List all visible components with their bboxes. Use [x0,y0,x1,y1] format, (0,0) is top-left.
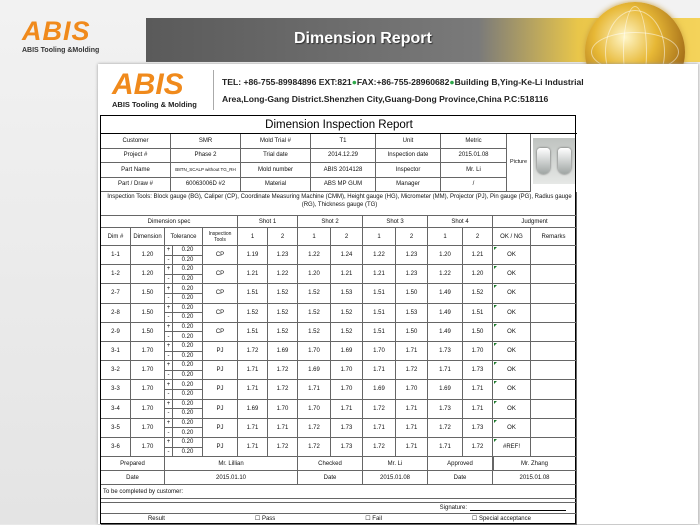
part-photo-left [537,148,550,174]
row-remarks [531,304,577,323]
tol-plus-sign: + [165,265,173,275]
shot-value: 1.71 [396,438,428,457]
shot-value: 1.51 [238,323,268,342]
checked-label: Checked [298,457,363,471]
shot-value: 1.72 [298,438,331,457]
shot-value: 1.70 [396,380,428,399]
shot-value: 1.21 [463,246,493,265]
header-ok: OK / NG [493,228,531,246]
tol-plus-value: 0.20 [173,361,203,371]
row-dimension: 1.70 [131,380,165,399]
shot-value: 1.20 [298,265,331,284]
prepared-name: Mr. Lillian [165,457,298,471]
header-remarks: Remarks [531,228,577,246]
inspection-report-table [100,115,576,524]
row-tool: PJ [203,400,238,419]
shot-value: 1.21 [363,265,396,284]
row-judgment: OK [493,265,531,284]
tol-plus-value: 0.20 [173,419,203,429]
tol-minus-value: 0.20 [173,371,203,381]
tol-minus-sign: - [165,390,173,400]
tol-plus-sign: + [165,361,173,371]
row-dim-number: 1-2 [101,265,131,284]
shot-value: 1.50 [396,284,428,303]
tol-plus-value: 0.20 [173,438,203,448]
info-label: Material [241,178,311,193]
part-photo [533,138,575,184]
shot-value: 1.49 [428,304,463,323]
info-label: Part / Draw # [101,178,171,193]
tol-plus-sign: + [165,304,173,314]
signature-row [101,503,577,514]
row-dim-number: 1-1 [101,246,131,265]
tol-plus-value: 0.20 [173,323,203,333]
pass-checkbox-icon: ☐ [254,516,261,522]
header-s1: 1 [363,228,396,246]
shot-value: 1.71 [463,380,493,399]
info-label: Mold Trial # [241,134,311,149]
shot-value: 1.69 [363,380,396,399]
info-value: 60063006D #2 [171,178,241,193]
special-checkbox-icon: ☐ [471,516,478,522]
shot-value: 1.49 [428,323,463,342]
shot-value: 1.69 [331,342,363,361]
row-dimension: 1.70 [131,400,165,419]
shot-value: 1.71 [331,400,363,419]
tol-plus-value: 0.20 [173,304,203,314]
row-dimension: 1.50 [131,304,165,323]
row-judgment: OK [493,361,531,380]
shot-value: 1.71 [363,419,396,438]
tol-minus-sign: - [165,256,173,266]
shot-value: 1.72 [363,438,396,457]
tol-plus-value: 0.20 [173,246,203,256]
fail-checkbox-icon: ☐ [365,516,371,522]
info-label: Customer [101,134,171,149]
row-dimension: 1.50 [131,284,165,303]
tol-minus-value: 0.20 [173,332,203,342]
row-dim-number: 2-7 [101,284,131,303]
page-title: Dimension Report [294,30,432,47]
header-tolerance: Tolerance [165,228,203,246]
header-s2: 2 [463,228,493,246]
checked-date: 2015.01.08 [363,471,428,485]
shot-value: 1.70 [331,361,363,380]
info-label: Unit [376,134,441,149]
shot-value: 1.22 [363,246,396,265]
shot-value: 1.71 [396,400,428,419]
tol-plus-sign: + [165,284,173,294]
row-judgment: OK [493,304,531,323]
row-judgment: OK [493,246,531,265]
row-dim-number: 3-3 [101,380,131,399]
row-dimension: 1.70 [131,438,165,457]
shot-value: 1.20 [428,246,463,265]
tol-minus-value: 0.20 [173,390,203,400]
header-s1: 1 [238,228,268,246]
row-remarks [531,361,577,380]
tol-minus-value: 0.20 [173,313,203,323]
date-label: Date [101,471,165,485]
shot-value: 1.21 [238,265,268,284]
address-fax: FAX:+86-755-28960682 [356,77,450,87]
tol-minus-sign: - [165,332,173,342]
header-dimension: Dimension [131,228,165,246]
shot-value: 1.24 [331,246,363,265]
info-label: Manager [376,178,441,193]
approved-name: Mr. Zhang [493,457,577,471]
info-value: ABIS 2014128 [311,163,376,178]
header-s2: 2 [331,228,363,246]
shot-value: 1.22 [298,246,331,265]
info-value: Mr. Li [441,163,507,178]
address-building: Building B,Ying-Ke-Li Industrial [454,77,584,87]
shot-value: 1.52 [331,323,363,342]
info-value: Phase 2 [171,149,241,164]
tol-minus-sign: - [165,275,173,285]
row-judgment: OK [493,323,531,342]
shot-value: 1.52 [298,284,331,303]
header-s1: 1 [428,228,463,246]
prepared-date: 2015.01.10 [165,471,298,485]
info-value: 2014.12.29 [311,149,376,164]
info-value: / [441,178,507,193]
company-address: TEL: +86-755-89984896 EXT:821●FAX:+86-755-28960682●Building B,Ying-Ke-Li Industrial Area,Long-Gang District.Shenzhen City,Guang-Dong Province,China P.C:518116 [222,77,584,104]
shot-value: 1.21 [331,265,363,284]
tol-minus-sign: - [165,448,173,458]
shot-value: 1.71 [238,380,268,399]
tol-plus-value: 0.20 [173,342,203,352]
shot-value: 1.51 [238,284,268,303]
shot-value: 1.73 [428,400,463,419]
row-tool: CP [203,246,238,265]
row-judgment: OK [493,342,531,361]
approved-label: Approved [428,457,493,471]
picture-label: Picture [507,134,531,192]
tol-minus-sign: - [165,294,173,304]
shot-value: 1.69 [428,380,463,399]
row-tool: PJ [203,438,238,457]
header-shot-4: Shot 4 [428,216,493,228]
row-judgment: OK [493,284,531,303]
document-logo [112,70,202,115]
fail-option[interactable]: ☐ Fail [365,516,382,522]
shot-value: 1.71 [238,419,268,438]
header-dim-no: Dim # [101,228,131,246]
row-judgment: OK [493,419,531,438]
info-label: Inspector [376,163,441,178]
shot-value: 1.22 [428,265,463,284]
shot-value: 1.73 [428,342,463,361]
shot-value: 1.69 [238,400,268,419]
tol-minus-value: 0.20 [173,256,203,266]
address-line2: Area,Long-Gang District.Shenzhen City,Guang-Dong Province,China P.C:518116 [222,94,549,104]
shot-value: 1.70 [463,342,493,361]
shot-value: 1.72 [268,380,298,399]
date-label: Date [298,471,363,485]
tol-plus-value: 0.20 [173,400,203,410]
shot-value: 1.53 [331,284,363,303]
shot-value: 1.73 [463,361,493,380]
tol-plus-sign: + [165,342,173,352]
comment-marker-icon [494,247,497,250]
shot-value: 1.50 [463,323,493,342]
shot-value: 1.53 [396,304,428,323]
tol-minus-value: 0.20 [173,294,203,304]
shot-value: 1.52 [268,323,298,342]
shot-value: 1.50 [396,323,428,342]
shot-value: 1.71 [428,361,463,380]
shot-value: 1.70 [298,342,331,361]
info-value: T1 [311,134,376,149]
shot-value: 1.52 [331,304,363,323]
shot-value: 1.69 [268,342,298,361]
row-dimension: 1.20 [131,265,165,284]
tol-minus-sign: - [165,352,173,362]
row-dim-number: 3-5 [101,419,131,438]
shot-value: 1.71 [238,361,268,380]
comment-marker-icon [494,420,497,423]
shot-value: 1.51 [363,323,396,342]
row-judgment: OK [493,400,531,419]
info-value: 2015.01.08 [441,149,507,164]
logo-mark: ABIS [22,16,91,46]
row-dimension: 1.70 [131,342,165,361]
row-judgment: OK [493,380,531,399]
info-label: Project # [101,149,171,164]
tol-minus-value: 0.20 [173,428,203,438]
row-dimension: 1.70 [131,361,165,380]
tol-plus-sign: + [165,419,173,429]
customer-section-label: To be completed by customer: [101,485,577,499]
header-s2: 2 [396,228,428,246]
tol-minus-value: 0.20 [173,275,203,285]
info-label: Inspection date [376,149,441,164]
shot-value: 1.20 [463,265,493,284]
shot-value: 1.52 [268,304,298,323]
row-dim-number: 3-6 [101,438,131,457]
shot-value: 1.73 [331,419,363,438]
prepared-label: Prepared [101,457,165,471]
header-dimension-spec: Dimension spec [101,216,238,228]
tol-plus-sign: + [165,400,173,410]
row-tool: PJ [203,380,238,399]
shot-value: 1.71 [298,380,331,399]
header-shot-2: Shot 2 [298,216,363,228]
doc-logo-mark: ABIS [112,68,184,101]
shot-value: 1.72 [363,400,396,419]
report-document [98,64,698,524]
logo-subtitle: ABIS Tooling &Molding [22,47,100,54]
date-label: Date [428,471,493,485]
row-tool: CP [203,304,238,323]
row-tool: PJ [203,342,238,361]
doc-logo-subtitle: ABIS Tooling & Molding [112,100,197,109]
shot-value: 1.23 [396,246,428,265]
header-judgment: Judgment [493,216,577,228]
comment-marker-icon [494,343,497,346]
tol-plus-value: 0.20 [173,284,203,294]
signature-label: Signature: [439,505,467,511]
address-tel: TEL: +86-755-89984896 EXT:821 [222,77,352,87]
shot-value: 1.23 [268,246,298,265]
shot-value: 1.49 [428,284,463,303]
tol-minus-value: 0.20 [173,448,203,458]
abis-logo [22,18,132,64]
inspection-tools-legend: Inspection Tools: Block gauge (BG), Caliper (CP), Coordinate Measuring Machine (CMM), Height gauge (HG), Micrometer (MM), Projector (PJ), Pin gauge (PG), Radius gauge (RG), Thickness gauge (TG) [101,192,577,216]
row-dim-number: 3-4 [101,400,131,419]
shot-value: 1.71 [396,419,428,438]
shot-value: 1.71 [428,438,463,457]
row-dim-number: 2-9 [101,323,131,342]
row-remarks [531,419,577,438]
shot-value: 1.70 [268,400,298,419]
row-tool: PJ [203,361,238,380]
shot-value: 1.52 [268,284,298,303]
shot-value: 1.71 [268,419,298,438]
shot-value: 1.51 [363,284,396,303]
shot-value: 1.72 [268,438,298,457]
comment-marker-icon [494,381,497,384]
row-remarks [531,265,577,284]
row-tool: CP [203,323,238,342]
approved-date: 2015.01.08 [493,471,577,485]
shot-value: 1.72 [463,438,493,457]
info-label: Trial date [241,149,311,164]
shot-value: 1.52 [298,323,331,342]
shot-value: 1.73 [463,419,493,438]
result-label: Result [147,516,165,522]
row-dim-number: 2-8 [101,304,131,323]
shot-value: 1.23 [396,265,428,284]
info-value: B8TN_SCALP without TG_RH [171,163,241,178]
header-s1: 1 [298,228,331,246]
row-tool: PJ [203,419,238,438]
shot-value: 1.70 [331,380,363,399]
header-shot-1: Shot 1 [238,216,298,228]
shot-value: 1.52 [463,284,493,303]
row-dim-number: 3-2 [101,361,131,380]
row-judgment: #REF! [493,438,531,457]
tol-plus-sign: + [165,323,173,333]
header-tools: Inspection Tools [203,228,238,246]
tol-plus-value: 0.20 [173,265,203,275]
shot-value: 1.71 [463,400,493,419]
comment-marker-icon [494,285,497,288]
header-s2: 2 [268,228,298,246]
row-remarks [531,246,577,265]
tol-minus-sign: - [165,428,173,438]
info-label: Part Name [101,163,171,178]
tol-plus-sign: + [165,380,173,390]
tol-plus-sign: + [165,246,173,256]
special-acceptance-option[interactable]: ☐ Special acceptance [471,516,531,522]
shot-value: 1.70 [363,342,396,361]
info-value: ABS MP GUM [311,178,376,193]
shot-value: 1.70 [298,400,331,419]
shot-value: 1.51 [463,304,493,323]
checked-name: Mr. Li [363,457,428,471]
pass-option[interactable]: ☐ Pass [254,516,276,522]
row-remarks [531,400,577,419]
row-tool: CP [203,284,238,303]
row-remarks [531,380,577,399]
shot-value: 1.71 [238,438,268,457]
report-title: Dimension Inspection Report [101,116,577,134]
shot-value: 1.51 [363,304,396,323]
comment-marker-icon [494,266,497,269]
comment-marker-icon [494,362,497,365]
row-remarks [531,438,577,457]
shot-value: 1.72 [428,419,463,438]
tol-minus-sign: - [165,409,173,419]
shot-value: 1.22 [268,265,298,284]
shot-value: 1.52 [298,304,331,323]
comment-marker-icon [494,401,497,404]
row-tool: CP [203,265,238,284]
tol-plus-value: 0.20 [173,380,203,390]
tol-minus-value: 0.20 [173,352,203,362]
row-remarks [531,342,577,361]
result-row [101,514,577,525]
shot-value: 1.72 [396,361,428,380]
row-remarks [531,323,577,342]
shot-value: 1.69 [298,361,331,380]
header-shot-3: Shot 3 [363,216,428,228]
row-dimension: 1.50 [131,323,165,342]
tol-minus-sign: - [165,371,173,381]
shot-value: 1.72 [298,419,331,438]
comment-marker-icon [494,439,497,442]
comment-marker-icon [494,324,497,327]
tol-plus-sign: + [165,438,173,448]
divider [213,70,214,110]
tol-minus-value: 0.20 [173,409,203,419]
tol-minus-sign: - [165,313,173,323]
info-label: Mold number [241,163,311,178]
shot-value: 1.72 [238,342,268,361]
shot-value: 1.52 [238,304,268,323]
row-dimension: 1.70 [131,419,165,438]
part-photo-right [558,148,571,174]
shot-value: 1.71 [363,361,396,380]
shot-value: 1.19 [238,246,268,265]
shot-value: 1.72 [268,361,298,380]
row-remarks [531,284,577,303]
row-dim-number: 3-1 [101,342,131,361]
info-value: Metric [441,134,507,149]
comment-marker-icon [494,305,497,308]
shot-value: 1.71 [396,342,428,361]
row-dimension: 1.20 [131,246,165,265]
shot-value: 1.73 [331,438,363,457]
info-value: SMR [171,134,241,149]
